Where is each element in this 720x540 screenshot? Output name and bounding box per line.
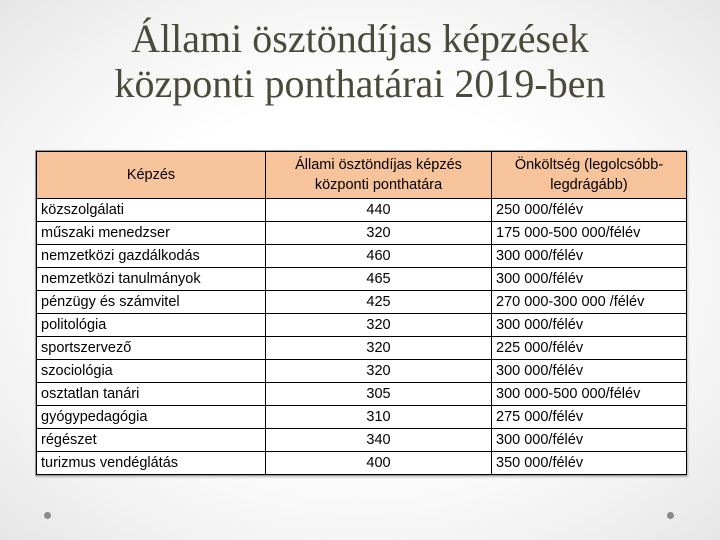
cell-kepzes: gyógypedagógia — [37, 406, 266, 429]
cell-ponthatar: 425 — [266, 291, 492, 314]
cell-ponthatar: 305 — [266, 383, 492, 406]
cell-ponthatar: 320 — [266, 314, 492, 337]
cell-onkoltseg: 300 000/félév — [492, 245, 687, 268]
cell-kepzes: műszaki menedzser — [37, 222, 266, 245]
header-onkoltseg: Önköltség (legolcsóbb-legdrágább) — [492, 152, 687, 199]
cell-ponthatar: 320 — [266, 222, 492, 245]
ponthatar-table — [36, 151, 687, 475]
slide-dot-left — [44, 512, 51, 519]
table-row — [37, 406, 687, 429]
cell-kepzes: szociológia — [37, 360, 266, 383]
cell-ponthatar: 310 — [266, 406, 492, 429]
cell-onkoltseg: 300 000/félév — [492, 360, 687, 383]
cell-onkoltseg: 300 000/félév — [492, 429, 687, 452]
cell-kepzes: nemzetközi gazdálkodás — [37, 245, 266, 268]
table-row — [37, 360, 687, 383]
cell-kepzes: közszolgálati — [37, 199, 266, 222]
cell-ponthatar: 320 — [266, 360, 492, 383]
table-row — [37, 383, 687, 406]
cell-ponthatar: 465 — [266, 268, 492, 291]
cell-onkoltseg: 275 000/félév — [492, 406, 687, 429]
header-kepzes: Képzés — [37, 152, 266, 199]
table-row — [37, 291, 687, 314]
cell-kepzes: politológia — [37, 314, 266, 337]
table-row — [37, 314, 687, 337]
cell-kepzes: osztatlan tanári — [37, 383, 266, 406]
cell-kepzes: turizmus vendéglátás — [37, 452, 266, 475]
table-row — [37, 429, 687, 452]
cell-ponthatar: 460 — [266, 245, 492, 268]
header-ponthatar: Állami ösztöndíjas képzés központi ponthatára — [266, 152, 492, 199]
table-body — [37, 199, 687, 475]
table-row — [37, 268, 687, 291]
table-row — [37, 452, 687, 475]
cell-kepzes: pénzügy és számvitel — [37, 291, 266, 314]
table-row — [37, 199, 687, 222]
cell-onkoltseg: 300 000/félév — [492, 268, 687, 291]
ponthatar-table-container — [35, 150, 687, 476]
cell-ponthatar: 440 — [266, 199, 492, 222]
cell-ponthatar: 340 — [266, 429, 492, 452]
cell-onkoltseg: 300 000-500 000/félév — [492, 383, 687, 406]
cell-ponthatar: 400 — [266, 452, 492, 475]
table-row — [37, 222, 687, 245]
cell-kepzes: régészet — [37, 429, 266, 452]
slide-title — [0, 16, 720, 106]
cell-kepzes: nemzetközi tanulmányok — [37, 268, 266, 291]
cell-onkoltseg: 175 000-500 000/félév — [492, 222, 687, 245]
cell-ponthatar: 320 — [266, 337, 492, 360]
cell-kepzes: sportszervező — [37, 337, 266, 360]
table-row — [37, 245, 687, 268]
slide-dot-right — [667, 512, 674, 519]
slide-title-line-1: Állami ösztöndíjas képzések — [131, 16, 589, 61]
cell-onkoltseg: 270 000-300 000 /félév — [492, 291, 687, 314]
cell-onkoltseg: 250 000/félév — [492, 199, 687, 222]
cell-onkoltseg: 300 000/félév — [492, 314, 687, 337]
cell-onkoltseg: 225 000/félév — [492, 337, 687, 360]
cell-onkoltseg: 350 000/félév — [492, 452, 687, 475]
table-row — [37, 337, 687, 360]
slide-title-line-2: központi ponthatárai 2019-ben — [114, 61, 606, 106]
table-header-row — [37, 152, 687, 199]
